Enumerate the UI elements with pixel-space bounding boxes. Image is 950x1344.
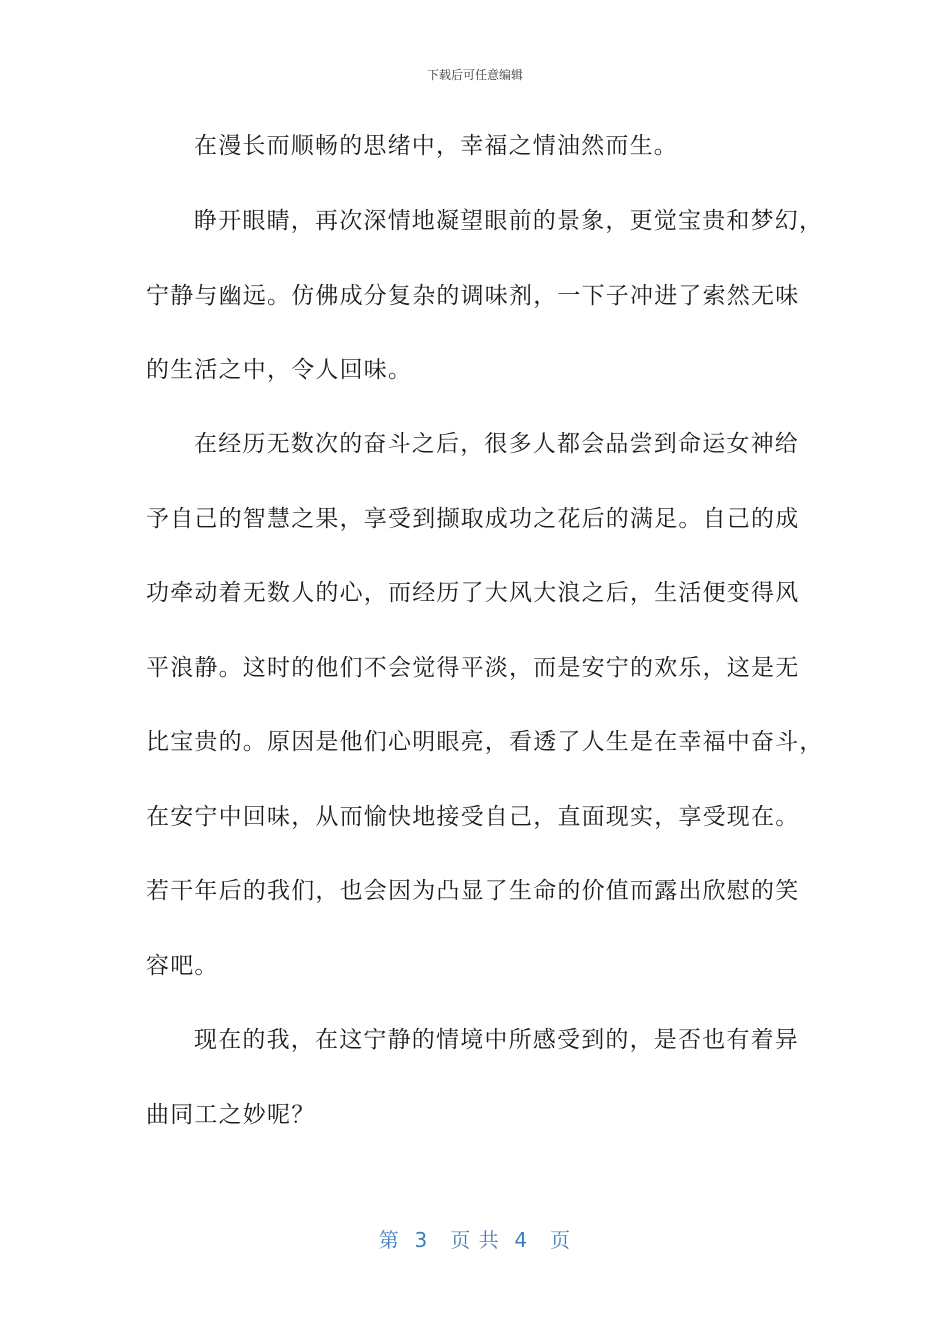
page-number-footer: 第 3 页 共 4 页 — [378, 1228, 572, 1252]
body-line: 的生活之中，令人回味。 — [146, 357, 413, 383]
body-line: 若干年后的我们，也会因为凸显了生命的价值而露出欣慰的笑 — [146, 878, 800, 904]
body-line: 在漫长而顺畅的思绪中，幸福之情油然而生。 — [194, 133, 678, 159]
body-line: 曲同工之妙呢？ — [146, 1102, 316, 1128]
body-line: 在安宁中回味，从而愉快地接受自己，直面现实，享受现在。 — [146, 804, 800, 830]
body-line: 比宝贵的。原因是他们心明眼亮，看透了人生是在幸福中奋斗， — [146, 729, 824, 755]
body-line: 在经历无数次的奋斗之后，很多人都会品尝到命运女神给 — [194, 431, 799, 457]
body-line: 予自己的智慧之果，享受到撷取成功之花后的满足。自己的成 — [146, 506, 800, 532]
body-line: 现在的我，在这宁静的情境中所感受到的，是否也有着异 — [194, 1027, 799, 1053]
body-line: 宁静与幽远。仿佛成分复杂的调味剂，一下子冲进了索然无味 — [146, 283, 800, 309]
body-line: 睁开眼睛，再次深情地凝望眼前的景象，更觉宝贵和梦幻， — [194, 208, 824, 234]
body-line: 功牵动着无数人的心，而经历了大风大浪之后，生活便变得风 — [146, 580, 800, 606]
body-line: 容吧。 — [146, 953, 219, 979]
page-header-note: 下载后可任意编辑 — [426, 68, 523, 82]
body-line: 平浪静。这时的他们不会觉得平淡，而是安宁的欢乐，这是无 — [146, 655, 800, 681]
